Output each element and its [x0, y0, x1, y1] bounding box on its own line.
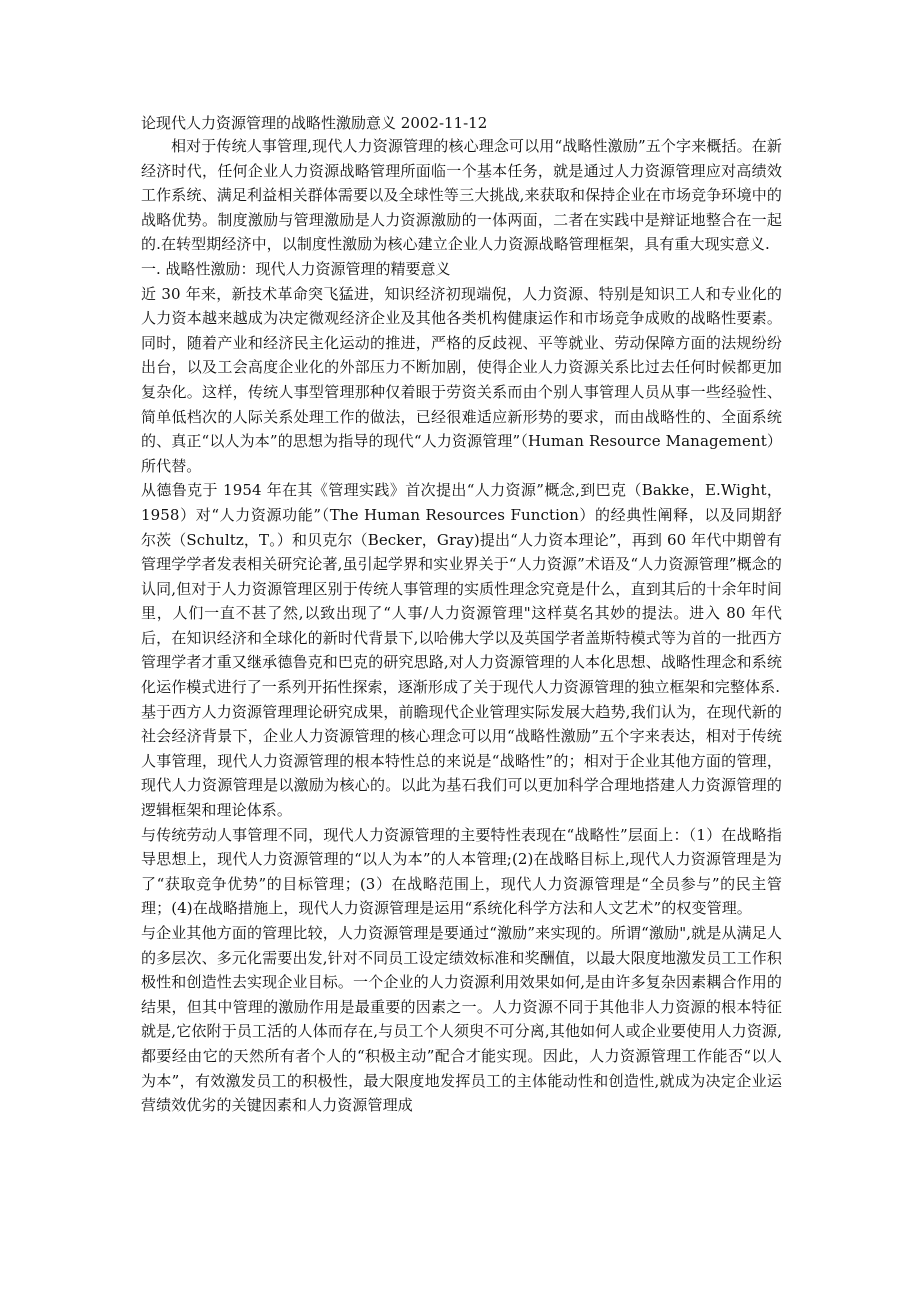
document-title: 论现代人力资源管理的战略性激励意义 2002-11-12 [141, 114, 488, 132]
body-paragraph: 与传统劳动人事管理不同，现代人力资源管理的主要特性表现在“战略性”层面上：（1）在战略指导思想上，现代人力资源管理的“以人为本”的人本管理;(2)在战略目标上,现代人力资源管理是为了“获取竞争优势”的目标管理；(3）在战略范围上，现代人力资源管理是“全员参与”的民主管理；(4)在战略措施上，现代人力资源管理是运用“系统化科学方法和人文艺术”的权变管理。 [141, 825, 782, 918]
body-paragraph: 与企业其他方面的管理比较，人力资源管理是要通过“激励”来实现的。所谓“激励",就是从满足人的多层次、多元化需要出发,针对不同员工设定绩效标准和奖酬值，以最大限度地激发员工工作积极性和创造性去实现企业目标。一个企业的人力资源利用效果如何,是由许多复杂因素耦合作用的结果，但其中管理的激励作用是最重要的因素之一。人力资源不同于其他非人力资源的根本特征就是,它依附于员工活的人体而存在,与员工个人须臾不可分离,其他如何人或企业要使用人力资源,都要经由它的天然所有者个人的“积极主动”配合才能实现。因此，人力资源管理工作能否“以人为本”，有效激发员工的积极性，最大限度地发挥员工的主体能动性和创造性,就成为决定企业运营绩效优劣的关键因素和人力资源管理成 [141, 924, 782, 1115]
document-page [141, 112, 782, 1118]
intro-paragraph: 相对于传统人事管理,现代人力资源管理的核心理念可以用“战略性激励”五个字来概括。在新经济时代，任何企业人力资源战略管理所面临一个基本任务，就是通过人力资源管理应对高绩效工作系统、满足利益相关群体需要以及全球性等三大挑战,来获取和保持企业在市场竞争环境中的战略优势。制度激励与管理激励是人力资源激励的一体两面，二者在实践中是辩证地整合在一起的.在转型期经济中，以制度性激励为核心建立企业人力资源战略管理框架，具有重大现实意义. [141, 137, 782, 254]
body-paragraph: 基于西方人力资源管理理论研究成果，前瞻现代企业管理实际发展大趋势,我们认为，在现代新的社会经济背景下，企业人力资源管理的核心理念可以用“战略性激励”五个字来表达，相对于传统人事管理，现代人力资源管理的根本特性总的来说是“战略性”的；相对于企业其他方面的管理，现代人力资源管理是以激励为核心的。以此为基石我们可以更加科学合理地搭建人力资源管理的逻辑框架和理论体系。 [141, 702, 782, 820]
body-paragraph: 从德鲁克于 1954 年在其《管理实践》首次提出“人力资源”概念,到巴克（Bakke，E.Wight，1958）对“人力资源功能”（The Human Resources Function）的经典性阐释，以及同期舒尔茨（Schultz，T。）和贝克尔（Becker，Gray)提出“人力资本理论”，再到 60 年代中期曾有管理学学者发表相关研究论著,虽引起学界和实业界关于“人力资源”术语及“人力资源管理”概念的认同,但对于人力资源管理区别于传统人事管理的实质性理念究竟是什么，直到其后的十余年时间里，人们一直不甚了然,以致出现了“人事/人力资源管理"这样莫名其妙的提法。进入 80 年代后，在知识经济和全球化的新时代背景下,以哈佛大学以及英国学者盖斯特模式等为首的一批西方管理学者才重又继承德鲁克和巴克的研究思路,对人力资源管理的人本化思想、战略性理念和系统化运作模式进行了一系列开拓性探索，逐渐形成了关于现代人力资源管理的独立框架和完整体系. [141, 481, 782, 697]
section-heading: 一. 战略性激励：现代人力资源管理的精要意义 [141, 259, 451, 278]
body-paragraph: 近 30 年来，新技术革命突飞猛进，知识经济初现端倪，人力资源、特别是知识工人和专业化的人力资本越来越成为决定微观经济企业及其他各类机构健康运作和市场竞争成败的战略性要素。同时，随着产业和经济民主化运动的推进，严格的反歧视、平等就业、劳动保障方面的法规纷纷出台，以及工会高度企业化的外部压力不断加剧，使得企业人力资源关系比过去任何时候都更加复杂化。这样，传统人事型管理那种仅着眼于劳资关系而由个别人事管理人员从事一些经验性、简单低档次的人际关系处理工作的做法，已经很难适应新形势的要求，而由战略性的、全面系统的、真正“以人为本”的思想为指导的现代“人力资源管理”（Human Resource Management）所代替。 [141, 284, 782, 475]
